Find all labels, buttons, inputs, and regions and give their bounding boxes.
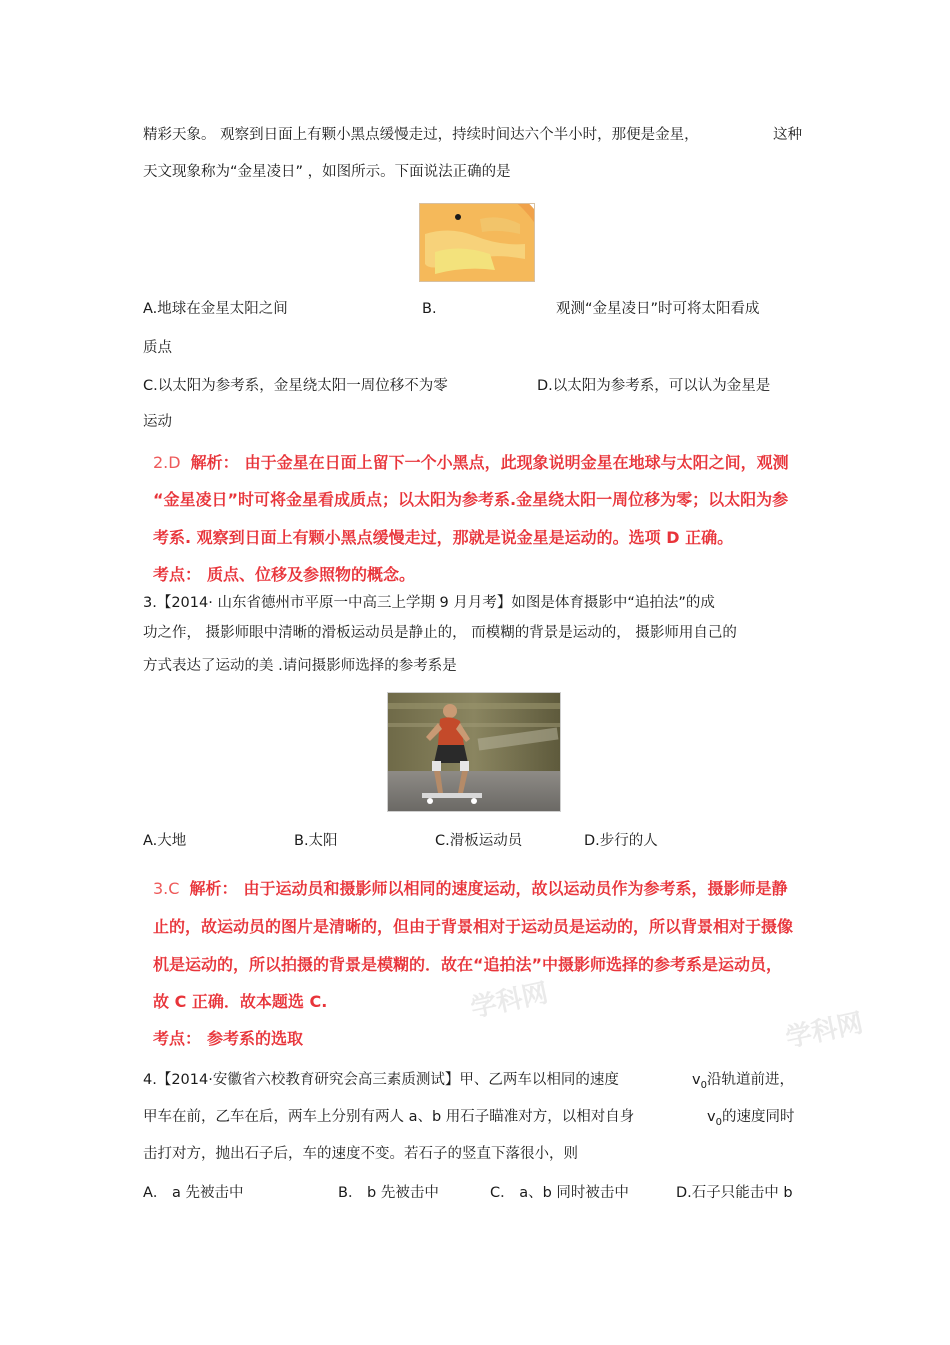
- q4-v0-subscript-1: 0: [700, 1079, 707, 1091]
- q4-line2-end: [707, 1107, 794, 1133]
- q2-option-b: 观测“金星凌日”时可将太阳看成: [556, 301, 760, 317]
- q4-option-b: B． b 先被击中: [338, 1185, 439, 1201]
- q2-answer-number: 2.D: [153, 453, 181, 472]
- q2-key-point-text: 质点、位移及参照物的概念。: [207, 565, 416, 584]
- q3-key-point-text: 参考系的选取: [207, 1029, 304, 1048]
- q4-line3: 击打对方，抛出石子后，车的速度不变。若石子的竖直下落很小，则: [143, 1146, 578, 1162]
- q4-v0-symbol-1: v: [692, 1072, 701, 1088]
- q4-option-c: C． a、b 同时被击中: [490, 1185, 629, 1201]
- q3-option-b: B.太阳: [294, 833, 338, 849]
- watermark-1: [467, 972, 551, 1024]
- q3-answer-line1: [153, 878, 787, 900]
- q3-option-d: D.步行的人: [584, 833, 658, 849]
- q2-answer-line1: [153, 452, 789, 474]
- q4-line1: 4.【2014·安徽省六校教育研究会高三素质测试】甲、乙两车以相同的速度: [143, 1072, 619, 1088]
- watermark-text-1: 学科网: [468, 978, 551, 1024]
- q4-v0-symbol-2: v: [707, 1109, 716, 1125]
- q2-answer-line2: “金星凌日”时可将金星看成质点；以太阳为参考系.金星绕太阳一周位移为零；以太阳为参: [153, 490, 789, 509]
- q4-line2-tail: 的速度同时: [721, 1109, 795, 1125]
- q3-option-c: C.滑板运动员: [435, 833, 523, 849]
- q2-answer-text1: 由于金星在日面上留下一个小黑点，此现象说明金星在地球与太阳之间，观测: [244, 453, 789, 472]
- watermark-text-2: 学科网: [783, 1008, 866, 1054]
- skateboarder-photo: [387, 692, 561, 812]
- q3-answer-label: 解析：: [189, 879, 238, 898]
- q2-answer-label: 解析：: [190, 453, 239, 472]
- venus-transit-image: [419, 203, 535, 282]
- sun-disc-illustration: [420, 204, 534, 281]
- q3-header: 3.【2014· 山东省德州市平原一中高三上学期 9 月月考】如图是体育摄影中“追拍法”的成: [143, 595, 715, 611]
- q2-line2: 天文现象称为“金星凌日” ，如图所示。下面说法正确的是: [143, 164, 511, 180]
- q2-option-b-label: B.: [422, 301, 437, 317]
- skateboarder-illustration: [388, 693, 560, 811]
- q2-option-d: D.以太阳为参考系，可以认为金星是: [537, 378, 771, 394]
- q3-answer-line3: 机是运动的，所以拍摄的背景是模糊的．故在“追拍法”中摄影师选择的参考系是运动员，: [153, 955, 783, 974]
- q3-answer-number: 3.C: [153, 879, 180, 898]
- q3-option-a: A.大地: [143, 833, 187, 849]
- q3-key-point: [153, 1028, 303, 1050]
- q4-option-d: D.石子只能击中 b: [676, 1185, 793, 1201]
- q2-line1: 精彩天象。 观察到日面上有颗小黑点缓慢走过，持续时间达六个半小时，那便是金星，: [143, 127, 699, 143]
- q3-line3: 方式表达了运动的美 .请问摄影师选择的参考系是: [143, 658, 457, 674]
- q2-option-a: A.地球在金星太阳之间: [143, 301, 288, 317]
- q3-line2: 功之作， 摄影师眼中清晰的滑板运动员是静止的， 而模糊的背景是运动的， 摄影师用自己的: [143, 625, 737, 641]
- q3-answer-line2: 止的，故运动员的图片是清晰的，但由于背景相对于运动员是运动的，所以背景相对于摄像: [153, 917, 794, 936]
- watermark-2: [782, 1002, 866, 1054]
- q3-answer-text1: 由于运动员和摄影师以相同的速度运动，故以运动员作为参考系，摄影师是静: [243, 879, 788, 898]
- q2-line1-end: 这种: [773, 127, 802, 143]
- q2-option-b-cont: 质点: [143, 340, 172, 356]
- q2-key-point: [153, 564, 415, 586]
- q4-option-a: A． a 先被击中: [143, 1185, 244, 1201]
- q4-line1-end: [692, 1070, 794, 1096]
- q4-line1-tail: 沿轨道前进，: [706, 1072, 794, 1088]
- q2-answer-line3: 考系. 观察到日面上有颗小黑点缓慢走过，那就是说金星是运动的。选项 D 正确。: [153, 528, 734, 547]
- q4-line2: 甲车在前，乙车在后，两车上分别有两人 a、b 用石子瞄准对方，以相对自身: [143, 1109, 635, 1125]
- q3-key-point-label: 考点：: [153, 1029, 202, 1048]
- q3-answer-line4: 故 C 正确．故本题选 C.: [153, 992, 328, 1011]
- q4-v0-subscript-2: 0: [715, 1116, 722, 1128]
- q2-option-c: C.以太阳为参考系，金星绕太阳一周位移不为零: [143, 378, 448, 394]
- q2-option-d-cont: 运动: [143, 414, 172, 430]
- venus-dot: [455, 214, 461, 220]
- q2-key-point-label: 考点：: [153, 565, 202, 584]
